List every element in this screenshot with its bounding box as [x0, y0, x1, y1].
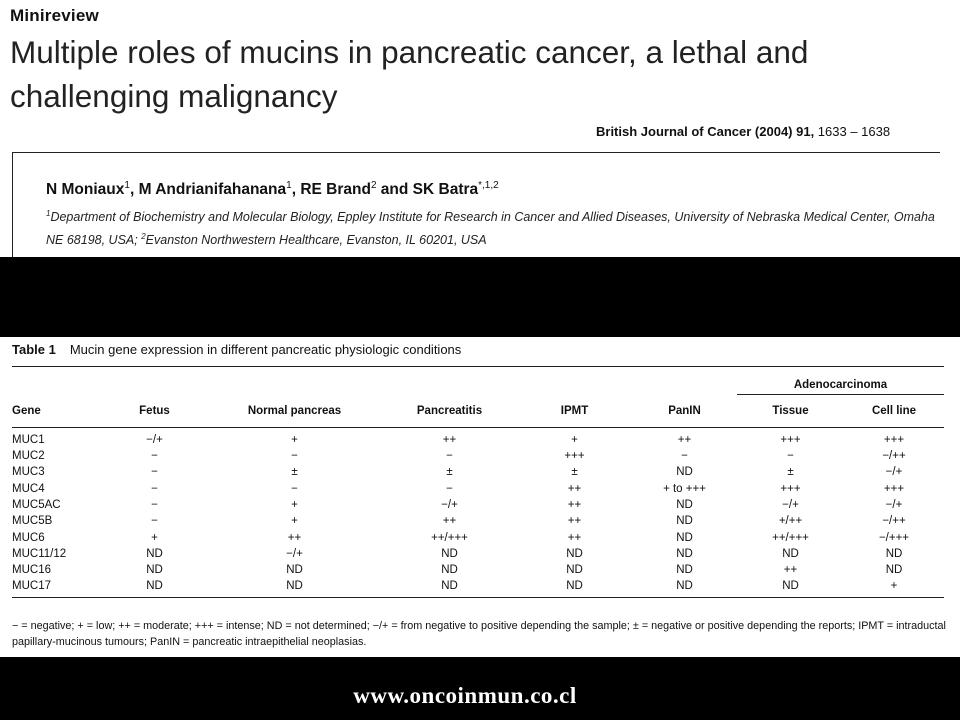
table-header-spacer: [382, 367, 517, 395]
expression-cell: −: [291, 482, 298, 495]
expression-cell: ND: [441, 564, 458, 577]
author-name: SK Batra: [412, 181, 479, 198]
expression-cell: ++: [567, 482, 582, 495]
table-header-spacer: [102, 367, 207, 395]
table-row: [12, 481, 944, 497]
expression-cell: ND: [885, 547, 903, 560]
expression-cell: ++: [567, 531, 582, 544]
expression-cell: −: [151, 482, 158, 495]
expression-cell: +: [151, 531, 158, 544]
expression-cell: ND: [676, 531, 693, 544]
table-header-spacer: [517, 367, 632, 395]
author-separator: ,: [129, 181, 139, 198]
expression-cell: −: [151, 466, 158, 479]
expression-cell: −: [151, 499, 158, 512]
gene-name-cell: MUC11/12: [12, 547, 67, 560]
author-affiliation-mark: 1: [286, 180, 292, 191]
expression-cell: −: [446, 450, 453, 463]
column-header: Normal pancreas: [207, 395, 382, 428]
expression-cell: −: [291, 450, 298, 463]
table-header-spacer: [12, 367, 102, 395]
table-row: [12, 546, 944, 562]
affiliation-text: Evanston Northwestern Healthcare, Evanston, IL 60201, USA: [145, 233, 487, 247]
gene-name-cell: MUC17: [12, 578, 102, 598]
gene-name-cell: MUC4: [12, 482, 45, 495]
table-row: [12, 529, 944, 545]
table-label: Table 1: [12, 342, 56, 357]
author-name: M Andrianifahanana: [138, 181, 287, 198]
expression-cell: +++: [780, 482, 801, 495]
website-watermark: www.oncoinmun.co.cl: [353, 683, 577, 708]
expression-cell: ND: [676, 466, 693, 479]
expression-cell: ND: [517, 578, 632, 598]
journal-reference: [596, 124, 890, 139]
journal-name: British Journal of Cancer (2004) 91,: [596, 124, 815, 139]
expression-cell: +: [571, 434, 578, 446]
expression-cell: ±: [291, 466, 298, 479]
table-row: [12, 497, 944, 513]
column-header: PanIN: [632, 395, 737, 428]
gene-name-cell: MUC2: [12, 450, 45, 463]
table-body: [12, 428, 944, 598]
expression-cell: ++: [567, 515, 582, 528]
expression-cell: −/+: [885, 466, 903, 479]
expression-cell: +++: [780, 434, 801, 446]
gene-name-cell: MUC5AC: [12, 499, 61, 512]
column-header: IPMT: [517, 395, 632, 428]
table-header-spacer: [632, 367, 737, 395]
expression-cell: ND: [566, 564, 583, 577]
table-row: [12, 513, 944, 529]
author-list: [46, 180, 499, 199]
expression-cell: −/++: [882, 515, 906, 528]
column-header-row: [12, 395, 944, 428]
gene-name-cell: MUC3: [12, 466, 45, 479]
article-header-panel: [0, 0, 960, 257]
table-row: [12, 428, 944, 449]
expression-cell: ND: [441, 547, 458, 560]
column-header: Gene: [12, 395, 102, 428]
author-separator: ,: [291, 181, 301, 198]
expression-cell: +: [291, 499, 298, 512]
affiliation-mark: 2: [141, 232, 146, 241]
expression-cell: ++: [442, 434, 457, 446]
expression-cell: −: [151, 515, 158, 528]
column-header: Pancreatitis: [382, 395, 517, 428]
expression-cell: ++/+++: [772, 531, 809, 544]
table-caption: [12, 342, 461, 357]
expression-cell: −/+: [146, 434, 163, 446]
column-header: Fetus: [102, 395, 207, 428]
table-row: [12, 578, 944, 598]
expression-cell: ND: [566, 547, 583, 560]
expression-cell: ±: [446, 466, 453, 479]
author-separator: and: [376, 181, 413, 198]
column-header: Cell line: [844, 395, 944, 428]
expression-cell: ++: [287, 531, 302, 544]
section-label: Minireview: [10, 6, 99, 25]
expression-cell: +++: [883, 434, 905, 446]
author-affiliation-mark: *,1,2: [478, 180, 499, 191]
expression-cell: +++: [883, 482, 905, 495]
gene-name-cell: MUC5B: [12, 515, 53, 528]
expression-cell: −: [446, 482, 453, 495]
table-header-spacer: [207, 367, 382, 395]
gene-name-cell: MUC16: [12, 564, 51, 577]
expression-cell: −/++: [882, 450, 906, 463]
expression-cell: −/+: [441, 499, 458, 512]
expression-cell: −: [151, 450, 158, 463]
expression-cell: ++: [442, 515, 457, 528]
table-row: [12, 448, 944, 464]
author-affiliations: [46, 204, 946, 250]
expression-cell: ND: [676, 499, 693, 512]
expression-cell: ND: [382, 578, 517, 598]
expression-cell: ND: [286, 564, 303, 577]
expression-cell: ++: [783, 564, 798, 577]
expression-cell: ND: [632, 578, 737, 598]
expression-cell: −: [787, 450, 794, 463]
table-row: [12, 464, 944, 480]
gene-name-cell: MUC6: [12, 531, 45, 544]
table-caption-text: Mucin gene expression in different pancreatic physiologic conditions: [69, 342, 462, 357]
expression-cell: ++: [567, 499, 582, 512]
expression-cell: ND: [676, 564, 693, 577]
author-affiliation-mark: 1: [124, 180, 130, 191]
expression-cell: ±: [787, 466, 794, 479]
table-footnote: − = negative; + = low; ++ = moderate; +++ = intense; ND = not determined; −/+ = from negative to positive depending the sample; ± = negative or positive depending the reports; IPMT = intraductal papillary-mucinous tumours; PanIN = pancreatic intraepithelial neoplasias.: [12, 620, 946, 648]
column-group-adenocarcinoma: Adenocarcinoma: [737, 367, 944, 395]
expression-cell: + to +++: [663, 482, 706, 495]
expression-cell: −: [681, 450, 688, 463]
expression-cell: +/++: [778, 515, 803, 528]
affiliation-mark: 1: [46, 209, 51, 218]
expression-cell: ND: [676, 547, 693, 560]
mucin-expression-table: [12, 366, 944, 598]
gene-name-cell: MUC1: [12, 434, 45, 446]
expression-cell: −/+: [885, 499, 903, 512]
expression-cell: ND: [146, 564, 163, 577]
expression-cell: ++: [677, 434, 692, 446]
expression-cell: ND: [782, 547, 799, 560]
expression-cell: ND: [676, 515, 693, 528]
expression-cell: +: [291, 434, 298, 446]
author-name: N Moniaux: [46, 181, 125, 198]
column-header: Tissue: [737, 395, 844, 428]
expression-cell: −/+++: [878, 531, 910, 544]
expression-cell: +: [844, 578, 944, 598]
expression-cell: −/+: [286, 547, 303, 560]
expression-cell: ±: [571, 466, 578, 479]
expression-cell: ND: [885, 564, 903, 577]
expression-cell: ++/+++: [431, 531, 468, 544]
expression-cell: +++: [564, 450, 585, 463]
article-title: Multiple roles of mucins in pancreatic cancer, a lethal and challenging malignancy: [10, 34, 809, 114]
author-name: RE Brand: [300, 181, 371, 198]
expression-cell: ND: [207, 578, 382, 598]
table-row: [12, 562, 944, 578]
expression-cell: −/+: [782, 499, 799, 512]
expression-cell: ND: [102, 578, 207, 598]
table-panel: [0, 337, 960, 657]
affiliation-text: Department of Biochemistry and Molecular Biology, Eppley Institute for Research in Cancer and Allied Diseases, University of Nebraska Medical Center, Omaha NE 68198, USA;: [46, 210, 935, 247]
author-affiliation-mark: 2: [370, 180, 377, 191]
expression-cell: ND: [737, 578, 844, 598]
journal-pages: 1633 – 1638: [814, 124, 891, 139]
expression-cell: ND: [146, 547, 163, 560]
expression-cell: +: [291, 515, 298, 528]
